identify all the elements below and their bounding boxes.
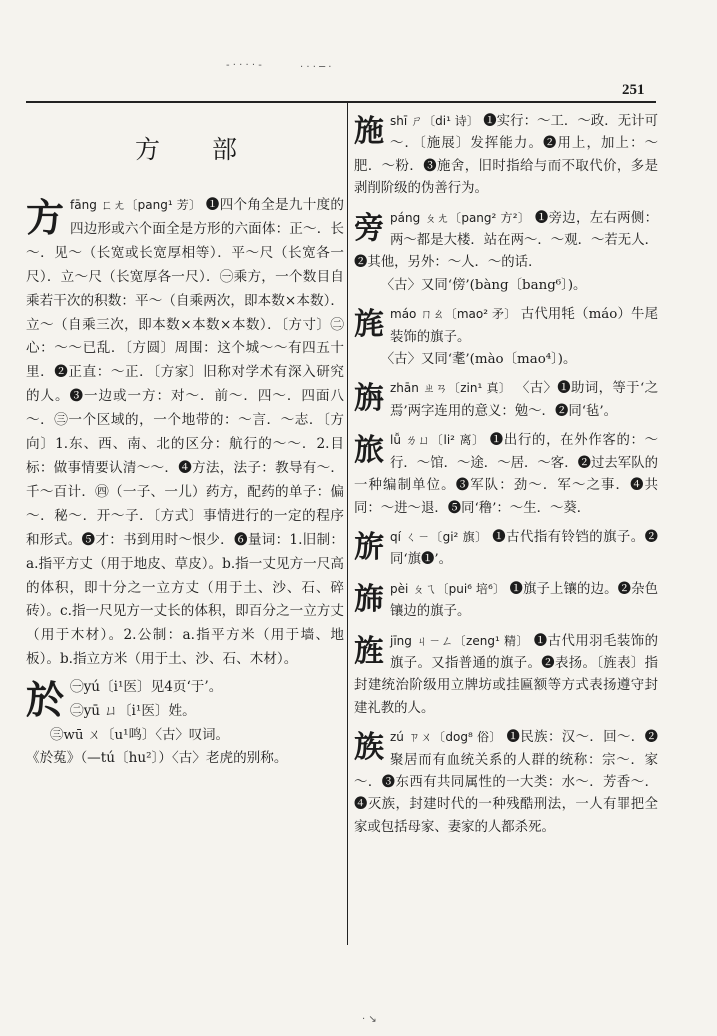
reading-line: ㊂wū ㄨ〔u¹鸣〕〈古〉叹词。: [50, 727, 229, 743]
dictionary-entry: [354, 303, 658, 371]
pronunciation: jīng ㄐㄧㄥ〔zeng¹ 精〕: [390, 633, 529, 648]
left-column: [26, 118, 344, 775]
headword: 旆: [354, 581, 384, 617]
pronunciation: qí ㄑㄧ〔gi² 旗〕: [390, 529, 488, 544]
reading-line: ㊀yú〔i¹医〕见4页‘于’。: [70, 679, 223, 696]
headword: 於: [26, 677, 65, 723]
dictionary-entry: [354, 377, 658, 423]
pronunciation: fāng ㄈㄤ〔pang¹ 芳〕: [70, 198, 202, 212]
headword: 旌: [354, 633, 384, 669]
right-column: [354, 110, 658, 845]
dictionary-entry: [354, 110, 658, 201]
scan-mark: · ↘: [362, 1014, 377, 1025]
definition: ❶四个角全是九十度的四边形或六个面全是方形的六面体：正～．长～．见～（长宽或长宽厚相等）．平～尺（长宽各一尺）．立～尺（长宽厚各一尺）．㊀乘方，一个数目自乘若干次的积数：平～（自乘两次，即本数×本数）．立～（自乘三次，即本数×本数×本数）．〔方寸〕㊁心：～～已乱．〔方圆〕周围：这个城～～有四五十里．❷正直：～正．〔方家〕旧称对学术有深入研究的人。❸一边或一方：对～．前～．四～．四面八～．㊂一个区域的，一个地带的：～言．～志．〔方向〕1.东、西、南、北的区分：航行的～～．2.目标：做事情要认清～～．❹方法，法子：教导有～．千～百计．㊃（一子、一儿）药方，配药的单子：偏～．秘～．开～子．〔方式〕事情进行的一定的程序和形式。❺才：书到用时～恨少．❻量词：1.旧制：a.指平方丈（用于地皮、草皮）。b.指一丈见方一尺高的体积，即十分之一立方丈（用于土、沙、石、碎砖）。c.指一尺见方一丈长的体积，即百分之一立方丈（用于木材）。2.公制：a.指平方米（用于墙、地板）。b.指立方米（用于土、沙、石、木材）。: [26, 197, 345, 668]
page-number: 251: [622, 82, 645, 98]
scan-mark: - · · · · -: [226, 60, 262, 71]
definition: 古代用牦（máo）牛尾装饰的旗子。: [390, 307, 658, 345]
dictionary-entry: [354, 578, 658, 624]
dictionary-entry: [354, 429, 658, 520]
definition: ❶民族：汉～．回～．❷聚居而有血统关系的人群的统称：宗～．家～．❸东西有共同属性的一大类：水～．芳香～．❹灭族，封建时代的一种残酷刑法，一人有罪把全家或包括母家、妻家的人都杀死。: [354, 730, 659, 835]
usage-note: 〈古〉又同‘耄’(mào〔mao⁴〕)。: [380, 352, 577, 368]
pronunciation: lǚ ㄌㄩ〔li² 离〕: [390, 433, 485, 448]
scan-mark: · · · ─ ·: [300, 62, 332, 73]
dictionary-entry: [354, 726, 658, 839]
headword: 旅: [354, 433, 384, 469]
pronunciation: páng ㄆㄤ〔pang² 方²〕: [390, 210, 531, 225]
dictionary-entry: [26, 194, 344, 672]
dictionary-entry: [354, 526, 658, 572]
definition: ❶实行：～工．～政．无计可～．〔施展〕发挥能力。❷用上，加上：～肥．～粉．❸施舍，旧时指给与而不取代价，多是剥削阶级的伪善行为。: [354, 114, 658, 197]
headword: 旁: [354, 210, 384, 246]
headword: 方: [26, 195, 65, 240]
headword: 施: [354, 114, 384, 149]
header-rule: [26, 101, 656, 103]
pronunciation: shī ㄕ〔di¹ 诗〕: [390, 114, 479, 128]
section-title: 方 部: [135, 135, 259, 164]
definition: ❶古代用羽毛装饰的旗子。又指普通的旗子。❷表扬。〔旌表〕指封建统治阶级用立牌坊或挂匾额等方式表扬遵守封建礼教的人。: [354, 633, 658, 716]
column-divider: [347, 103, 348, 945]
definition: ❶旁边，左右两侧：两～都是大楼．站在两～．～观．～若无人．❷其他，另外：～人．～的话．: [354, 210, 658, 271]
definition: 《於菟》（—tú〔hu²〕）〈古〉老虎的别称。: [26, 749, 288, 766]
definition: ❶出行的，在外作客的：～行．～馆．～途．～居．～客．❷过去军队的一种编制单位。❸军队：劲～．军～之事．❹共同：～进～退．❺同‘穞’：～生．～葵．: [354, 433, 659, 516]
dictionary-entry: [354, 630, 658, 721]
definition: ❶旗子上镶的边。❷杂色镶边的旗子。: [390, 581, 658, 620]
headword: 旂: [354, 529, 384, 565]
headword: 旃: [354, 381, 384, 417]
pronunciation: pèi ㄆㄟ〔pui⁶ 培⁶〕: [390, 581, 506, 596]
reading-line: ㊁yū ㄩ〔i¹医〕姓。: [70, 703, 196, 720]
definition: 〈古〉❶助词，等于‘之焉’两字连用的意义：勉～．❷同‘毡’。: [390, 381, 658, 419]
dictionary-entry: [26, 676, 344, 771]
headword: 旄: [354, 307, 384, 343]
headword: 族: [354, 730, 384, 766]
pronunciation: zú ㄗㄨ〔dog⁸ 俗〕: [390, 730, 502, 745]
definition: ❶古代指有铃铛的旗子。❷同‘旗❶’。: [390, 529, 659, 568]
usage-note: 〈古〉又同‘傍’(bàng〔bang⁶〕)。: [380, 277, 587, 293]
pronunciation: máo ㄇㄠ〔mao² 矛〕: [390, 307, 517, 322]
dictionary-entry: [354, 207, 658, 298]
pronunciation: zhān ㄓㄢ〔zin¹ 真〕: [390, 381, 512, 396]
